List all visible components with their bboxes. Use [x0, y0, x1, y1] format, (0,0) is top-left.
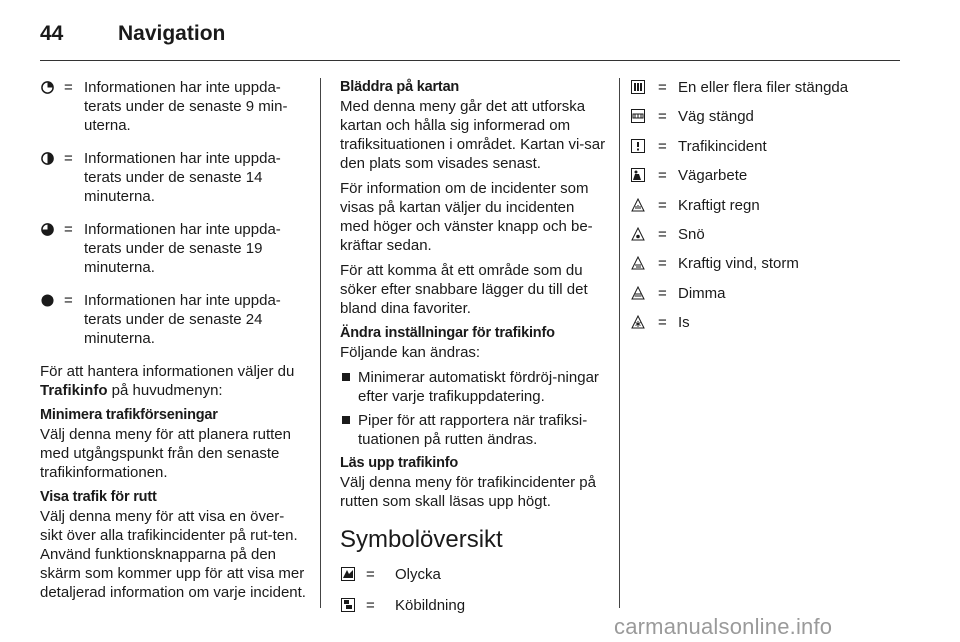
section-heading: Läs upp trafikinfo [340, 455, 459, 471]
watermark-text: carmanualsonline.info [614, 614, 833, 639]
symbol-label: Kraftig vind, storm [678, 255, 799, 273]
equals-sign: = [366, 566, 375, 583]
equals-sign: = [658, 79, 667, 96]
status-text: Informationen har inte uppda- terats under de senaste 9 min- uterna. [84, 79, 288, 134]
paragraph: För att komma åt ett område som du söker efter snabbare lägger du till det bland dina favoriter. [340, 262, 588, 317]
equals-sign: = [658, 137, 667, 155]
symbol-row [630, 313, 900, 332]
page-header [40, 16, 900, 60]
visa-section [40, 488, 306, 602]
snow-icon [631, 227, 645, 241]
symbol-label: Is [678, 314, 690, 332]
status-item [40, 149, 306, 206]
header-rule [40, 60, 900, 61]
fog-icon [631, 286, 645, 300]
equals-sign: = [658, 284, 667, 302]
bullet-square-icon [342, 373, 350, 381]
equals-sign: = [64, 221, 73, 238]
traffic-jam-icon [341, 598, 355, 612]
bullet-square-icon [342, 416, 350, 424]
intro-paragraph [40, 362, 306, 400]
column-divider-right [619, 78, 620, 608]
equals-sign: = [64, 292, 73, 309]
accident-icon [341, 567, 355, 581]
intro-text-start: För att hantera informationen väljer du [40, 363, 295, 380]
clock-half-icon [41, 152, 54, 165]
symbol-row [630, 107, 900, 126]
list-item [340, 368, 606, 406]
symbol-row [340, 565, 606, 584]
equals-sign: = [658, 196, 667, 214]
section-heading: Bläddra på kartan [340, 79, 460, 95]
page-number: 44 [40, 22, 64, 45]
column-divider-left [320, 78, 321, 608]
symbol-row [630, 166, 900, 185]
ice-icon [631, 315, 645, 329]
clock-quarter-icon [41, 81, 54, 94]
paragraph: Följande kan ändras: [340, 344, 481, 361]
column-left [40, 78, 306, 608]
symbol-row [630, 254, 900, 273]
section-body: Välj denna meny för att planera rutten med utgångspunkt från den senaste trafikinformationen. [40, 426, 291, 481]
section-heading: Visa trafik för rutt [40, 489, 157, 505]
symbol-label: Väg stängd [678, 108, 754, 126]
symbol-row [630, 78, 900, 97]
road-closed-icon [631, 109, 645, 123]
column-right [630, 78, 900, 343]
symbol-label: Dimma [678, 284, 726, 302]
status-item [40, 291, 306, 348]
equals-sign: = [658, 167, 667, 185]
roadworks-icon [631, 168, 645, 182]
strong-wind-icon [631, 256, 645, 270]
paragraph: För information om de incidenter som visas på kartan väljer du incidenten med höger och vänster knapp och be-kräftar sedan. [340, 180, 593, 254]
heavy-rain-icon [631, 198, 645, 212]
paragraph: Med denna meny går det att utforska kartan och hålla sig informerad om trafiksituationen i området. Kartan vi-sar den plats som visades senast. [340, 98, 606, 172]
symbol-label: Snö [678, 225, 705, 243]
status-item [40, 78, 306, 135]
equals-sign: = [366, 597, 375, 614]
section-heading: Ändra inställningar för trafikinfo [340, 325, 555, 341]
equals-sign: = [64, 150, 73, 167]
section-heading: Minimera trafikförseningar [40, 407, 218, 423]
symbol-label: Trafikincident [678, 137, 767, 155]
equals-sign: = [658, 314, 667, 332]
list-item-text: Piper för att rapportera när trafiksi-tuationen på rutten ändras. [358, 412, 588, 448]
clock-full-icon [41, 294, 54, 307]
page-title: Navigation [118, 22, 226, 45]
symbol-row [630, 225, 900, 244]
paragraph: Välj denna meny för trafikincidenter på rutten som skall läsas upp högt. [340, 474, 596, 510]
clock-three-quarter-icon [41, 223, 54, 236]
status-text: Informationen har inte uppda- terats under de senaste 14 minuterna. [84, 150, 281, 205]
list-item [340, 411, 606, 449]
symbol-row [630, 196, 900, 215]
equals-sign: = [658, 108, 667, 126]
status-text: Informationen har inte uppda- terats under de senaste 24 minuterna. [84, 292, 281, 347]
equals-sign: = [658, 255, 667, 273]
symbol-label: Olycka [395, 566, 441, 583]
symbol-label: Kraftigt regn [678, 196, 760, 214]
column-middle [340, 78, 606, 627]
status-item [40, 220, 306, 277]
traffic-incident-icon [631, 139, 645, 153]
symbol-row [630, 137, 900, 156]
list-item-text: Minimerar automatiskt fördröj-ningar efter varje trafikuppdatering. [358, 369, 599, 405]
symbol-row [630, 284, 900, 303]
menu-name: Trafikinfo [40, 382, 108, 399]
intro-text-end: på huvudmenyn: [107, 382, 223, 399]
section-title: Symbolöversikt [340, 526, 503, 553]
section-body: Välj denna meny för att visa en över-sikt över alla trafikincidenter på rut-ten. Använd funktionsknapparna på den skärm som kommer upp för att visa mer detaljerad information om varje incident. [40, 508, 306, 601]
closed-lanes-icon [631, 80, 645, 94]
equals-sign: = [658, 225, 667, 243]
symbol-label: En eller flera filer stängda [678, 79, 849, 96]
status-text: Informationen har inte uppda- terats under de senaste 19 minuterna. [84, 221, 281, 276]
symbol-label: Köbildning [395, 597, 466, 614]
symbol-row [340, 596, 606, 615]
minimera-section [40, 406, 306, 482]
equals-sign: = [64, 79, 73, 96]
symbol-label: Vägarbete [678, 167, 748, 185]
